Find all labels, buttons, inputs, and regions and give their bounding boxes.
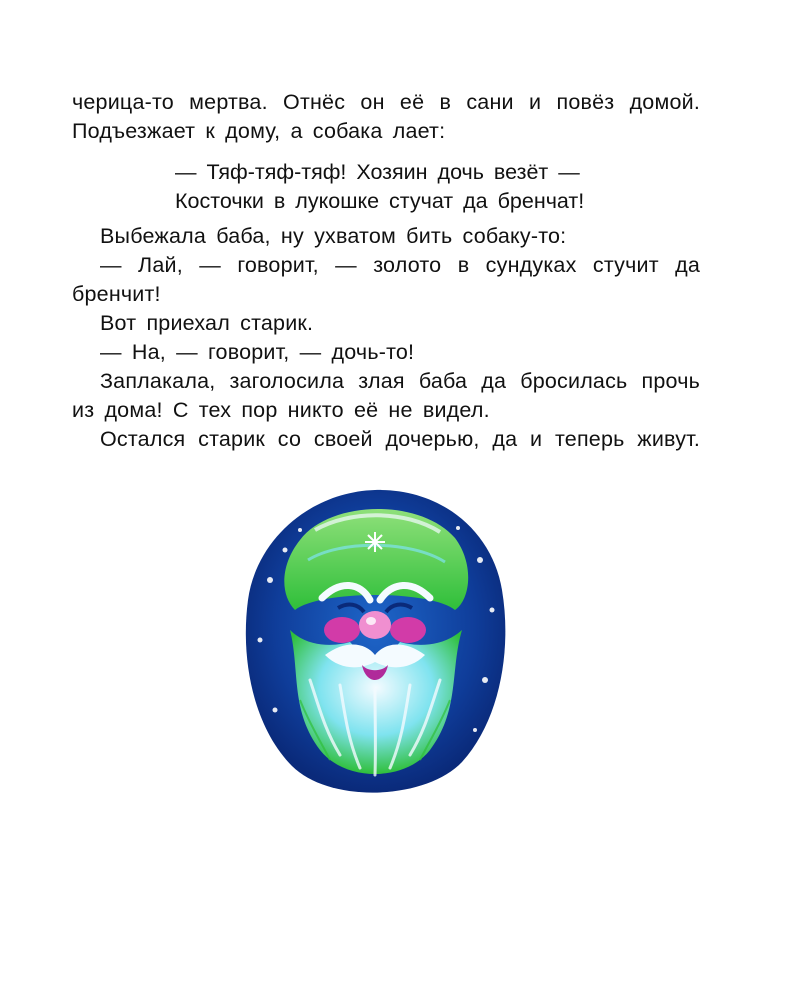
paragraph-ending	[72, 222, 700, 454]
text-line: — На, — говорит, — дочь-то!	[100, 340, 415, 364]
text-line: Остался старик со своей дочерью, да и теперь живут.	[100, 427, 700, 451]
text-line: Заплакала, заголосила злая баба да бросилась прочь	[100, 369, 700, 393]
verse-line: Косточки в лукошке стучат да бренчат!	[175, 189, 585, 213]
frost-face-illustration-icon	[230, 470, 520, 810]
text-line: из дома! С тех пор никто её не видел.	[72, 398, 490, 422]
text-line: бренчит!	[72, 282, 161, 306]
verse-line: — Тяф-тяф-тяф! Хозяин дочь везёт —	[175, 160, 580, 184]
dog-verse	[175, 158, 584, 216]
text-line: черица-то мертва. Отнёс он её в сани и повёз домой.	[72, 90, 700, 114]
text-line: Выбежала баба, ну ухватом бить собаку-то:	[100, 224, 567, 248]
text-line: Подъезжает к дому, а собака лает:	[72, 119, 446, 143]
paragraph-opening	[72, 88, 700, 146]
text-line: Вот приехал старик.	[100, 311, 314, 335]
text-line: — Лай, — говорит, — золото в сундуках стучит да	[100, 253, 700, 277]
